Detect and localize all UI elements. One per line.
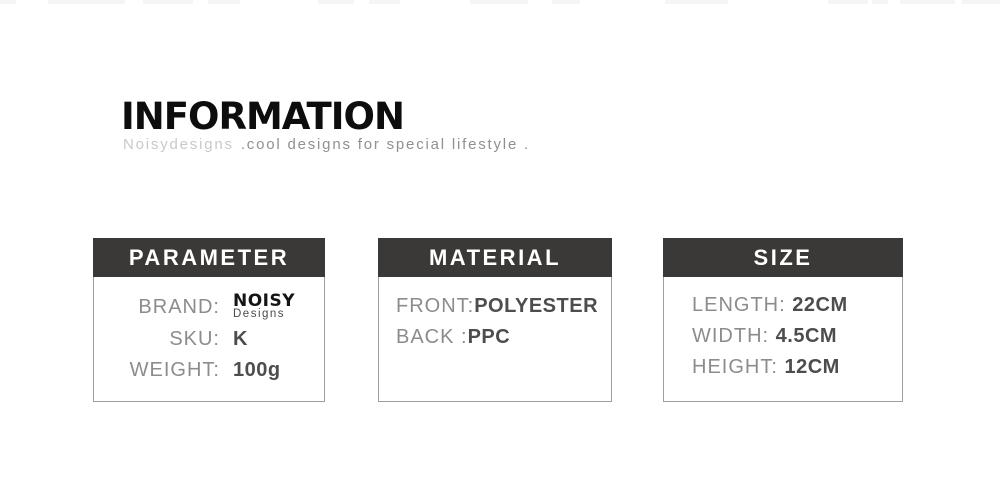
sku-row [94,324,324,355]
parameter-card-header: PARAMETER [93,238,325,277]
material-card-header: MATERIAL [378,238,612,277]
back-material-row [396,322,611,353]
parameter-card-body [94,277,324,386]
sku-value: K [233,328,248,350]
weight-label: WEIGHT: [129,359,220,381]
material-card-body [379,277,611,353]
back-label: BACK : [396,326,468,348]
front-material-row [396,291,611,322]
length-row [692,290,902,321]
front-label: FRONT: [396,295,475,317]
height-label: HEIGHT: [692,356,785,378]
weight-row [94,355,324,386]
logo-line1: NOISY [233,291,296,312]
sku-label: SKU: [169,328,220,350]
front-value: POLYESTER [474,295,599,317]
size-card [663,238,903,402]
top-edge-artifact [0,0,1000,4]
width-value: 4.5CM [775,325,838,347]
subtitle-tagline: .cool designs for special lifestyle . [240,136,531,153]
back-value: PPC [467,326,511,348]
length-value: 22CM [792,294,848,316]
weight-value: 100g [233,359,281,381]
page-title: INFORMATION [121,95,404,138]
width-row [692,321,902,352]
brand-label: BRAND: [138,295,220,318]
size-card-header: SIZE [663,238,903,277]
size-card-body [664,277,902,383]
noisy-designs-logo [233,293,295,321]
brand-row [94,290,324,324]
page-subtitle [123,136,530,154]
height-value: 12CM [784,356,840,378]
height-row [692,352,902,383]
length-label: LENGTH: [692,294,793,316]
parameter-card [93,238,325,402]
material-card [378,238,612,402]
subtitle-brand-name: Noisydesigns [123,136,234,153]
width-label: WIDTH: [692,325,776,347]
logo-line2: Designs [233,308,286,321]
